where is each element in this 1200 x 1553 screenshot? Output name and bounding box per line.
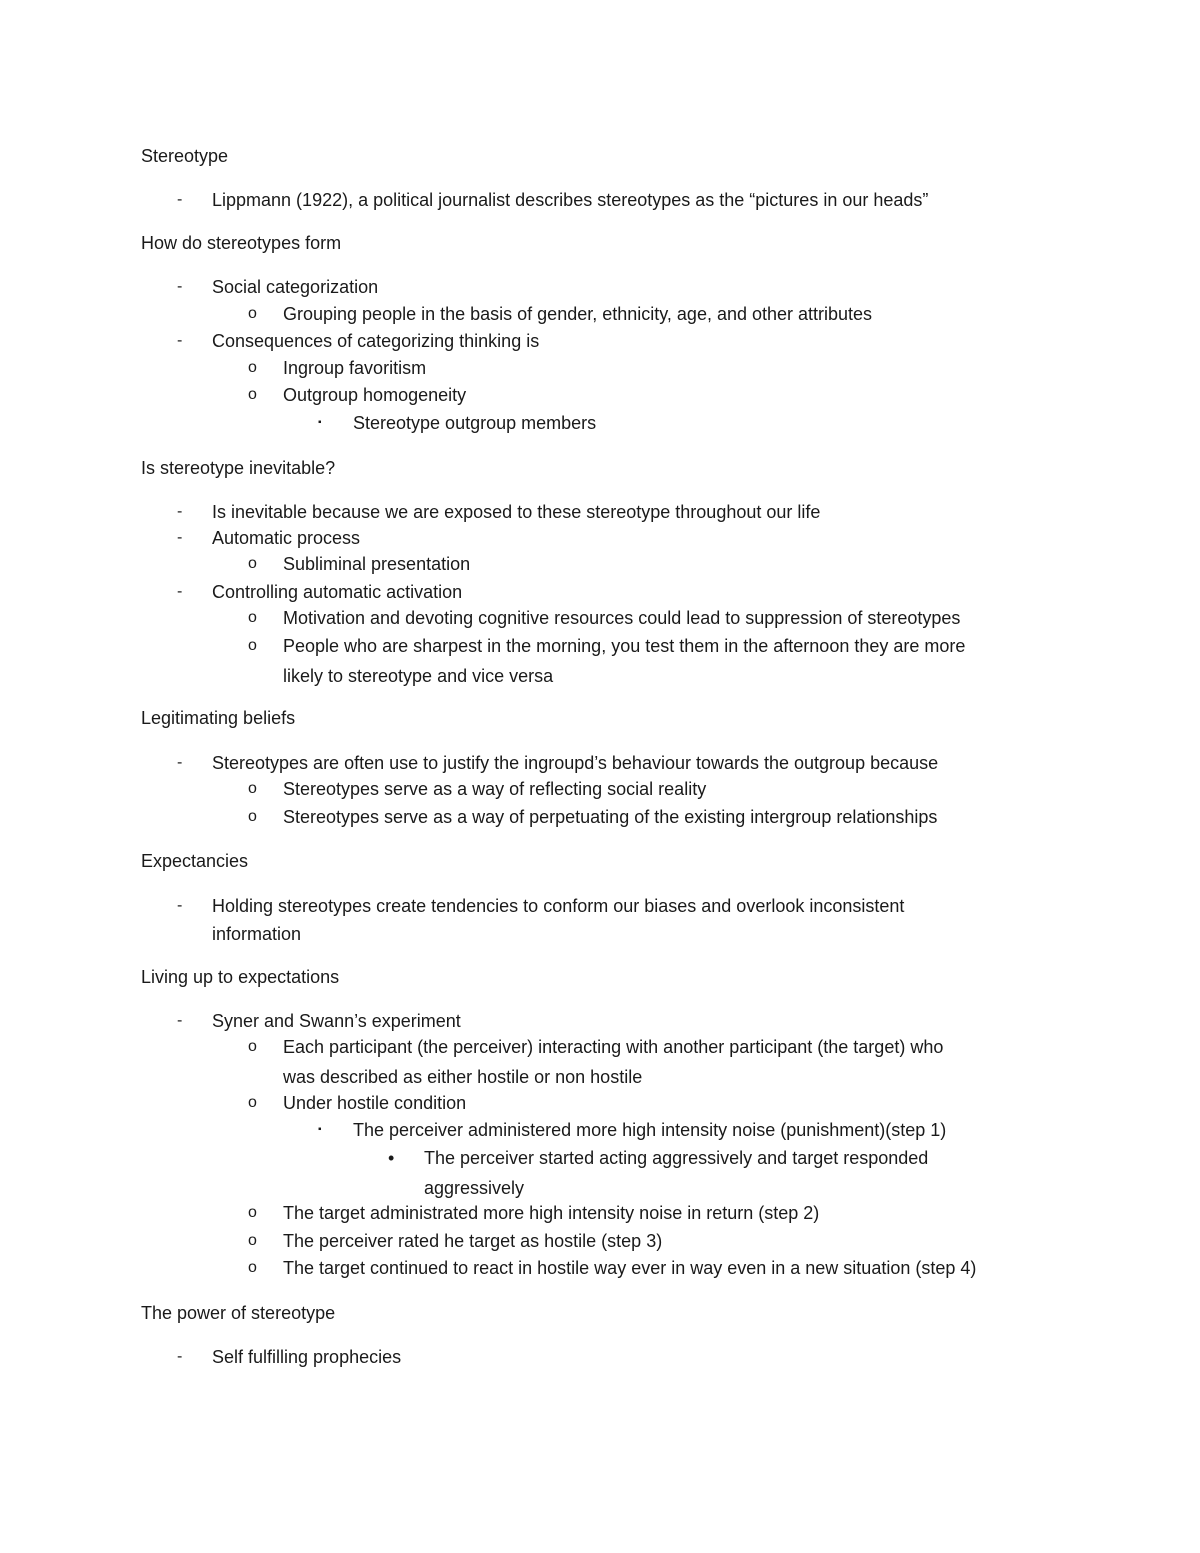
list-item: Motivation and devoting cognitive resources could lead to suppression of stereotypes	[283, 608, 961, 628]
list-item-continuation: aggressively	[424, 1178, 525, 1198]
circle-bullet: o	[248, 386, 257, 403]
list-item: The target administrated more high intensity noise in return (step 2)	[283, 1203, 820, 1223]
list-item: Stereotypes serve as a way of perpetuating of the existing intergroup relationships	[283, 807, 938, 827]
list-item: Holding stereotypes create tendencies to conform our biases and overlook inconsistent	[212, 896, 905, 916]
circle-bullet: o	[248, 1259, 257, 1276]
circle-bullet: o	[248, 1094, 257, 1111]
dash-bullet: -	[177, 278, 183, 295]
circle-bullet: o	[248, 555, 257, 572]
list-item: The perceiver started acting aggressively and target responded	[424, 1148, 929, 1168]
circle-bullet: o	[248, 1038, 257, 1055]
list-item: Self fulfilling prophecies	[212, 1347, 402, 1367]
list-item: Stereotype outgroup members	[353, 413, 597, 433]
round-bullet: •	[388, 1148, 395, 1168]
square-bullet: ▪	[318, 417, 322, 428]
circle-bullet: o	[248, 1232, 257, 1249]
list-item: Stereotypes are often use to justify the ingroupd’s behaviour towards the outgroup because	[212, 753, 939, 773]
circle-bullet: o	[248, 359, 257, 376]
list-item: Each participant (the perceiver) interacting with another participant (the target) who	[283, 1037, 944, 1057]
list-item: Automatic process	[212, 528, 361, 548]
list-item: The target continued to react in hostile way ever in way even in a new situation (step 4)	[283, 1258, 977, 1278]
list-item: Consequences of categorizing thinking is	[212, 331, 540, 351]
list-item: Stereotypes serve as a way of reflecting social reality	[283, 779, 707, 799]
list-item: Controlling automatic activation	[212, 582, 463, 602]
dash-bullet: -	[177, 754, 183, 771]
list-item: Is inevitable because we are exposed to these stereotype throughout our life	[212, 502, 821, 522]
section-heading: Living up to expectations	[141, 967, 340, 987]
list-item: Subliminal presentation	[283, 554, 471, 574]
dash-bullet: -	[177, 332, 183, 349]
list-item: People who are sharpest in the morning, you test them in the afternoon they are more	[283, 636, 966, 656]
list-item-continuation: likely to stereotype and vice versa	[283, 666, 554, 686]
dash-bullet: -	[177, 1012, 183, 1029]
dash-bullet: -	[177, 583, 183, 600]
square-bullet: ▪	[318, 1124, 322, 1135]
list-item: Outgroup homogeneity	[283, 385, 467, 405]
circle-bullet: o	[248, 609, 257, 626]
circle-bullet: o	[248, 637, 257, 654]
list-item: The perceiver administered more high intensity noise (punishment)(step 1)	[353, 1120, 947, 1140]
list-item: Ingroup favoritism	[283, 358, 427, 378]
list-item: Social categorization	[212, 277, 379, 297]
section-heading: Legitimating beliefs	[141, 708, 296, 728]
dash-bullet: -	[177, 529, 183, 546]
circle-bullet: o	[248, 305, 257, 322]
dash-bullet: -	[177, 897, 183, 914]
list-item-continuation: was described as either hostile or non hostile	[283, 1067, 643, 1087]
list-item: Grouping people in the basis of gender, ethnicity, age, and other attributes	[283, 304, 873, 324]
section-heading: Is stereotype inevitable?	[141, 458, 336, 478]
list-item: Under hostile condition	[283, 1093, 467, 1113]
list-item: Lippmann (1922), a political journalist describes stereotypes as the “pictures in our heads”	[212, 190, 929, 210]
list-item: Syner and Swann’s experiment	[212, 1011, 461, 1031]
dash-bullet: -	[177, 1348, 183, 1365]
section-heading: How do stereotypes form	[141, 233, 342, 253]
dash-bullet: -	[177, 503, 183, 520]
circle-bullet: o	[248, 1204, 257, 1221]
circle-bullet: o	[248, 808, 257, 825]
section-heading: Expectancies	[141, 851, 249, 871]
dash-bullet: -	[177, 191, 183, 208]
section-heading: Stereotype	[141, 146, 229, 166]
list-item-continuation: information	[212, 924, 302, 944]
list-item: The perceiver rated he target as hostile (step 3)	[283, 1231, 663, 1251]
section-heading: The power of stereotype	[141, 1303, 336, 1323]
circle-bullet: o	[248, 780, 257, 797]
